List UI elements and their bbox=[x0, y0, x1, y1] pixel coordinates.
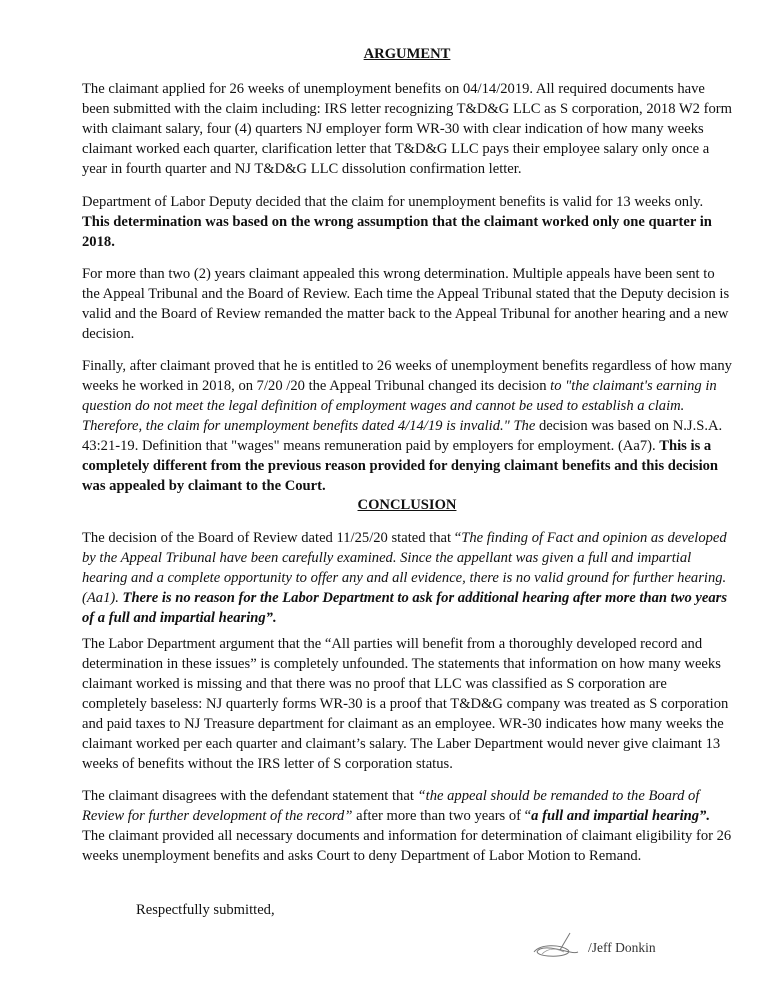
emphasis-text: This is a completely different from the previous reason provided for denying claimant benefits and this decision was appealed by claimant to the Court. bbox=[82, 438, 719, 494]
closing-line: Respectfully submitted, bbox=[136, 902, 275, 918]
paragraph-claimant-disagrees bbox=[82, 786, 732, 866]
text: The decision of the Board of Review dated 11/25/20 stated that “ bbox=[82, 530, 462, 546]
paragraph-claim-filed: The claimant applied for 26 weeks of unemployment benefits on 04/14/2019. All required documents have been submitted with the claim including: IRS letter recognizing T&D&G LLC as S corporation, 2018 W2 form with claimant salary, four (4) quarters NJ employer form WR-30 with clear indication of how many weeks claimant worked each quarter, clarification letter that T&D&G LLC pays their employee salary only once a year in fourth quarter and NJ T&D&G LLC dissolution confirmation letter. bbox=[82, 81, 732, 177]
quoted-text: “the appeal should be remanded to the Board of Review for further development of the record” bbox=[82, 788, 700, 824]
emphasis-text: There is no reason for the Labor Department to ask for additional hearing after more than two years of a full and impartial hearing”. bbox=[82, 590, 727, 626]
text: decision was based on N.J.S.A. 43:21-19. Definition that "wages" means remuneration paid by employers for employment. (Aa7). bbox=[82, 418, 723, 454]
text: The claimant provided all necessary documents and information for determination of claimant eligibility for 26 weeks unemployment benefits and asks Court to deny Department of Labor Motion to Remand. bbox=[82, 828, 732, 864]
quoted-text: to "the claimant's earning in question do not meet the legal definition of employment wages and cannot be used to establish a claim. Therefore, the claim for unemployment benefits dated 4/14/19 is invalid." The bbox=[82, 378, 717, 434]
argument-heading: ARGUMENT bbox=[363, 46, 451, 62]
paragraph-tribunal-change bbox=[82, 356, 732, 496]
paragraph-board-decision bbox=[82, 528, 732, 628]
paragraph-deputy-decision bbox=[82, 192, 732, 252]
signatory-name: /Jeff Donkin bbox=[588, 939, 656, 955]
text: Finally, after claimant proved that he is entitled to 26 weeks of unemployment benefits regardless of how many weeks he worked in 2018, on 7/20 /20 the Appeal Tribunal changed its decision bbox=[82, 358, 732, 394]
signature-icon bbox=[530, 930, 582, 965]
signature-block bbox=[530, 930, 656, 965]
paragraph-labor-argument: The Labor Department argument that the “All parties will benefit from a thoroughly developed record and determination in these issues” is completely unfounded. The statements that information on how many weeks claimant worked is missing and that there was no proof that LLC was classified as S corporation are completely baseless: NJ quarterly forms WR-30 is a proof that T&D&G company was treated as S corporation and paid taxes to NJ Treasure department for claimant as an employee. WR-30 indicates how many weeks the claimant worked per each quarter and claimant’s salary. The Laber Department would never give claimant 13 weeks of benefits without the IRS letter of S corporation status. bbox=[82, 636, 729, 772]
text: after more than two years of “ bbox=[352, 808, 532, 824]
emphasis-text: a full and impartial hearing”. bbox=[531, 808, 710, 824]
text: Department of Labor Deputy decided that the claim for unemployment benefits is valid for 13 weeks only. bbox=[82, 194, 704, 210]
emphasis-text: This determination was based on the wrong assumption that the claimant worked only one quarter in 2018. bbox=[82, 214, 712, 250]
quoted-text: The finding of Fact and opinion as developed by the Appeal Tribunal have been carefully examined. Since the appellant was given a full and impartial hearing and a complete opportunity to offer any and all evidence, there is no valid ground for further hearing. (Aa1). bbox=[82, 530, 727, 606]
text: The claimant disagrees with the defendant statement that bbox=[82, 788, 418, 804]
conclusion-heading: CONCLUSION bbox=[357, 497, 457, 513]
paragraph-appeals-history: For more than two (2) years claimant appealed this wrong determination. Multiple appeals have been sent to the Appeal Tribunal and the Board of Review. Each time the Appeal Tribunal stated that the Deputy decision is valid and the Board of Review remanded the matter back to the Appeal Tribunal for another hearing and a new decision. bbox=[82, 266, 730, 342]
